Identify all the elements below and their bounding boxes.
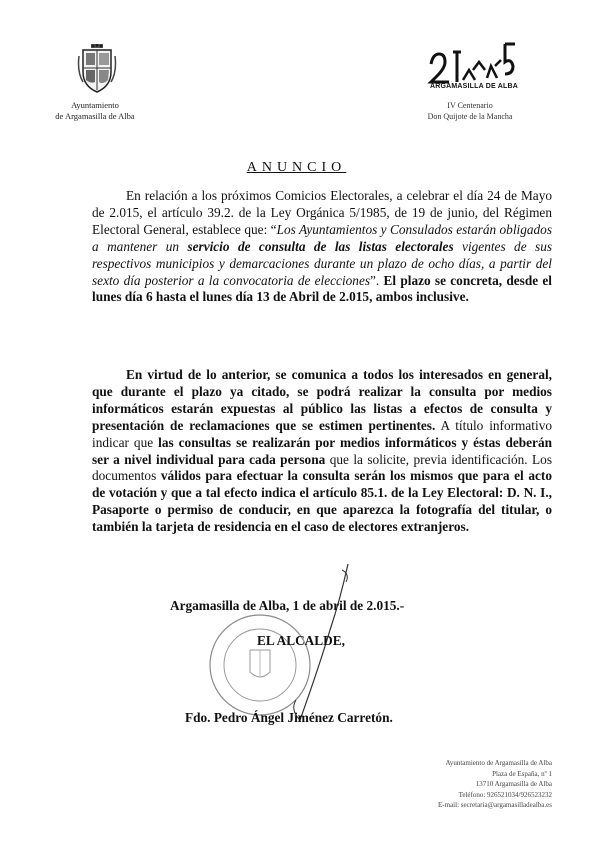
p1-quote: Los Ayuntamientos y Consulados estarán obligados a mantener un	[92, 221, 552, 254]
coat-of-arms-icon	[77, 42, 117, 94]
p1-close-quote: ”.	[370, 272, 384, 288]
signatory-title: EL ALCALDE,	[257, 633, 345, 648]
org-line-2: de Argamasilla de Alba	[55, 111, 135, 121]
p2-valid-documents: válidos para efectuar la consulta serán los mismos que para el acto de votación y que a tal efecto indica el artículo 85.1. de la Ley Electoral: D. N. I., Pasaporte o permiso de conducir, en que aparezca la fotografía del titular, o también la tarjeta de residencia en el caso de electores extranjeros.	[92, 468, 552, 535]
footer-line-4: Teléfono: 926521034/926523232	[458, 790, 552, 799]
p1-quote-emphasis: servicio de consulta de las listas electorales	[187, 238, 454, 254]
place-and-date: Argamasilla de Alba, 1 de abril de 2.015.-	[170, 598, 405, 613]
paragraph-1	[92, 188, 552, 306]
footer-line-1: Ayuntamiento de Argamasilla de Alba	[445, 759, 552, 767]
signatory-name: Fdo. Pedro Ángel Jiménez Carretón.	[185, 710, 393, 725]
logo-caption: ARGAMASILLA DE ALBA	[429, 83, 519, 90]
p2-announcement: En virtud de lo anterior, se comunica a todos los interesados en general, que durante el plazo ya citado, se podrá realizar la consulta por medios informáticos estarán expuestas al público las listas a efectos de consulta y presentación de reclamaciones que se estimen pertinentes.	[92, 367, 552, 433]
centenary-line-2: Don Quijote de la Mancha	[427, 112, 513, 121]
p2-identification: que la solicite, previa identificación. Los documentos	[92, 451, 553, 484]
organization-name	[40, 100, 150, 122]
p1-deadline: El plazo se concreta, desde el lunes día 6 hasta el lunes día 13 de Abril de 2.015, ambos inclusive.	[92, 272, 552, 305]
p2-info: A título informativo indicar que	[92, 417, 552, 450]
centenary-caption	[400, 100, 540, 122]
paragraph-2	[92, 367, 552, 536]
p1-text: En relación a los próximos Comicios Electorales, a celebrar el día 24 de Mayo de 2.015, el artículo 39.2. de la Ley Orgánica 5/1985, de 19 de junio, del Régimen Electoral General, establece que: “	[92, 188, 552, 237]
footer-line-5: E-mail: secretaria@argamasilladealba.es	[438, 801, 552, 809]
p1-quote-end: vigentes de sus respectivos municipios y demarcaciones durante un plazo de ocho días, a partir del sexto día posterior a la convocatoria de elecciones	[92, 238, 553, 288]
footer-line-3: 13710 Argamasilla de Alba	[475, 780, 552, 788]
footer-line-2: Plaza de España, nº 1	[492, 769, 552, 778]
org-line-1: Ayuntamiento	[71, 100, 119, 110]
footer-address	[380, 758, 552, 811]
centenary-line-1: IV Centenario	[447, 101, 493, 110]
page-title: ANUNCIO	[246, 160, 347, 175]
p2-consult-method: las consultas se realizarán por medios informáticos y éstas deberán ser a nivel individual para cada persona	[92, 434, 553, 467]
